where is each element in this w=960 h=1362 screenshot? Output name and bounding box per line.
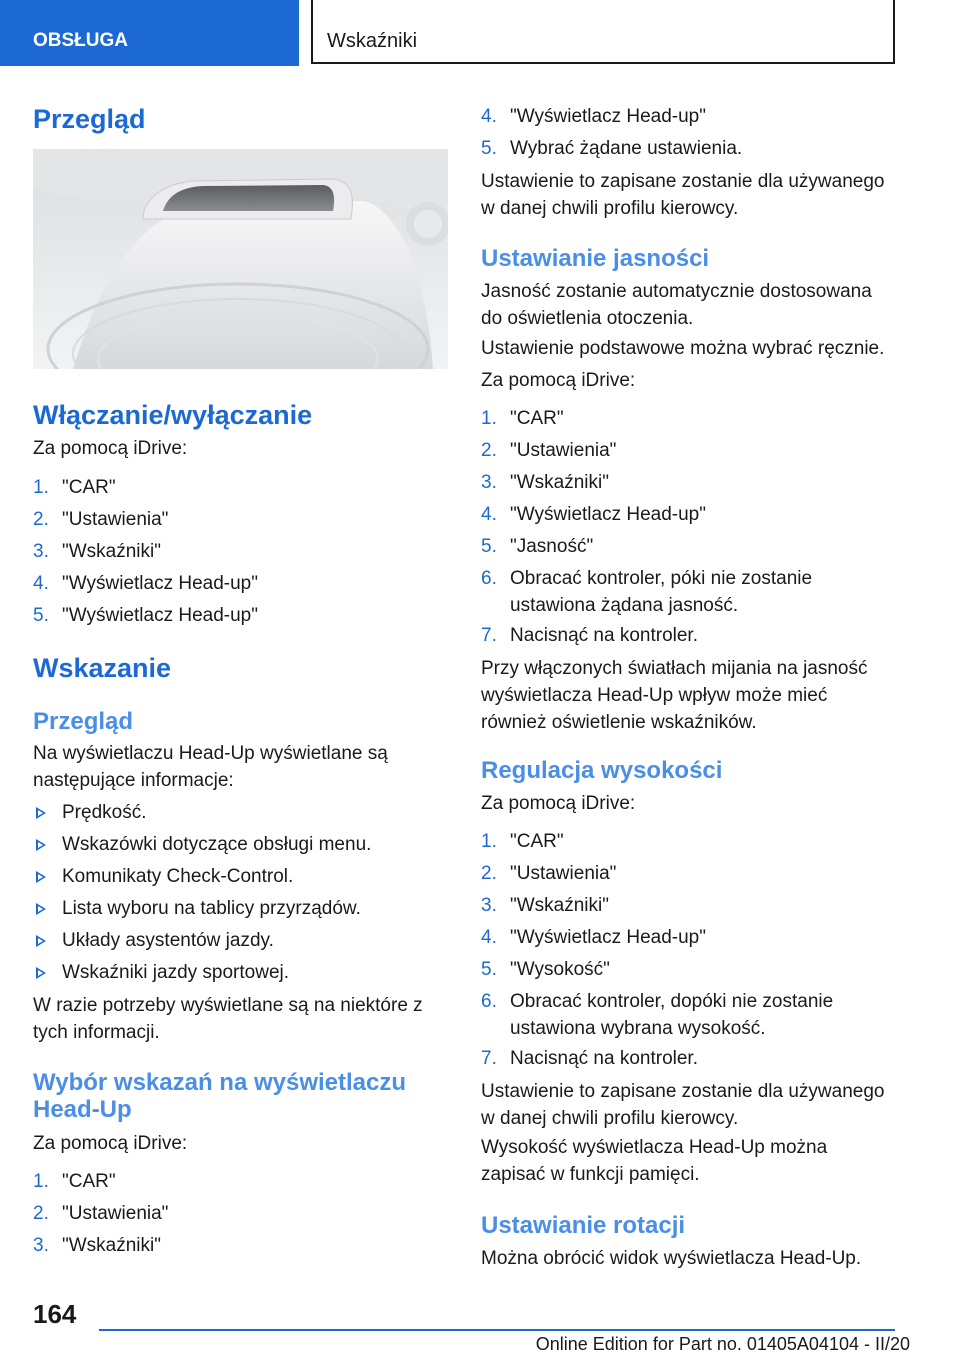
onoff-step-number: 5.	[33, 605, 49, 626]
select-step-number: 2.	[33, 1203, 49, 1224]
onoff-step-text: "Wyświetlacz Head-up"	[62, 605, 258, 626]
triangle-bullet-icon	[36, 903, 46, 915]
onoff-step-text: "Wskaźniki"	[62, 541, 161, 562]
select-step-text: "Ustawienia"	[62, 1203, 169, 1224]
brightness-step-number: 7.	[481, 625, 497, 646]
brightness-step-number: 5.	[481, 536, 497, 557]
height-note-2: Wysokość wyświetlacza Head-Up można zapisać w funkcji pamięci.	[481, 1137, 828, 1185]
select-cont-step-number: 5.	[481, 138, 497, 159]
select-cont-step-number: 4.	[481, 106, 497, 127]
display-heading: Wskazanie	[33, 653, 172, 683]
brightness-paragraph-1: Jasność zostanie automatycznie dostosowana do oświetlenia otoczenia.	[481, 281, 872, 329]
select-step-text: "CAR"	[62, 1171, 116, 1192]
onoff-step-number: 3.	[33, 541, 49, 562]
triangle-bullet-icon	[36, 839, 46, 851]
height-step-text: "Ustawienia"	[510, 863, 617, 884]
height-step-text: "Wyświetlacz Head-up"	[510, 927, 706, 948]
triangle-bullet-icon	[36, 807, 46, 819]
onoff-heading: Włączanie/wyłączanie	[33, 400, 313, 430]
page-number: 164	[33, 1299, 77, 1329]
onoff-step-text: "Ustawienia"	[62, 509, 169, 530]
height-step-number: 7.	[481, 1048, 497, 1069]
height-intro: Za pomocą iDrive:	[481, 793, 636, 814]
brightness-step-text: "CAR"	[510, 408, 564, 429]
select-intro: Za pomocą iDrive:	[33, 1133, 188, 1154]
topic-title: Wskaźniki	[311, 0, 895, 64]
select-step-number: 1.	[33, 1171, 49, 1192]
display-item-text: Układy asystentów jazdy.	[62, 930, 274, 951]
head-up-display-photo	[33, 149, 448, 369]
brightness-step-text: Obracać kontroler, póki nie zostanie ustawiona żądana jasność.	[510, 568, 813, 616]
display-item-text: Komunikaty Check-Control.	[62, 866, 294, 887]
rotation-heading: Ustawianie rotacji	[481, 1212, 686, 1239]
brightness-step-number: 6.	[481, 568, 497, 589]
section-tab: OBSŁUGA	[0, 0, 299, 66]
brightness-step-text: "Wyświetlacz Head-up"	[510, 504, 706, 525]
dashboard-illustration	[33, 149, 448, 369]
height-step-text: Nacisnąć na kontroler.	[510, 1048, 698, 1069]
height-step-text: Obracać kontroler, dopóki nie zostanie ustawiona wybrana wysokość.	[510, 991, 834, 1039]
height-step-number: 4.	[481, 927, 497, 948]
triangle-bullet-icon	[36, 935, 46, 947]
display-intro: Na wyświetlaczu Head-Up wyświetlane są następujące informacje:	[33, 743, 388, 791]
select-cont-step-text: "Wyświetlacz Head-up"	[510, 106, 706, 127]
brightness-step-text: "Jasność"	[510, 536, 594, 557]
select-step-number: 3.	[33, 1235, 49, 1256]
edition-note: Online Edition for Part no. 01405A04104 - II/20	[535, 1334, 910, 1354]
onoff-step-text: "CAR"	[62, 477, 116, 498]
height-step-text: "CAR"	[510, 831, 564, 852]
height-step-text: "Wysokość"	[510, 959, 610, 980]
brightness-paragraph-2: Ustawienie podstawowe można wybrać ręcznie.	[481, 338, 885, 359]
display-item-text: Wskazówki dotyczące obsługi menu.	[62, 834, 372, 855]
height-note-1: Ustawienie to zapisane zostanie dla używanego w danej chwili profilu kierowcy.	[481, 1081, 885, 1129]
rotation-paragraph: Można obrócić widok wyświetlacza Head-Up.	[481, 1248, 862, 1269]
footer-divider	[99, 1329, 895, 1331]
brightness-step-text: "Ustawienia"	[510, 440, 617, 461]
onoff-step-text: "Wyświetlacz Head-up"	[62, 573, 258, 594]
height-step-number: 1.	[481, 831, 497, 852]
brightness-step-number: 1.	[481, 408, 497, 429]
brightness-intro: Za pomocą iDrive:	[481, 370, 636, 391]
height-step-number: 5.	[481, 959, 497, 980]
onoff-step-number: 1.	[33, 477, 49, 498]
display-item-text: Wskaźniki jazdy sportowej.	[62, 962, 290, 983]
triangle-bullet-icon	[36, 967, 46, 979]
display-subheading: Przegląd	[33, 708, 134, 735]
height-step-number: 6.	[481, 991, 497, 1012]
brightness-step-number: 2.	[481, 440, 497, 461]
brightness-step-text: Nacisnąć na kontroler.	[510, 625, 698, 646]
display-item-text: Lista wyboru na tablicy przyrządów.	[62, 898, 361, 919]
brightness-step-number: 3.	[481, 472, 497, 493]
brightness-heading: Ustawianie jasności	[481, 245, 710, 272]
select-heading: Wybór wskazań na wyświetlaczu Head-Up	[33, 1069, 407, 1123]
select-note: Ustawienie to zapisane zostanie dla używanego w danej chwili profilu kierowcy.	[481, 171, 885, 219]
onoff-step-number: 4.	[33, 573, 49, 594]
triangle-bullet-icon	[36, 871, 46, 883]
brightness-note: Przy włączonych światłach mijania na jasność wyświetlacza Head-Up wpływ może mieć również oświetlenie wskaźników.	[481, 658, 868, 733]
select-cont-step-text: Wybrać żądane ustawienia.	[510, 138, 743, 159]
display-item-text: Prędkość.	[62, 802, 147, 823]
page-header	[0, 0, 960, 66]
height-heading: Regulacja wysokości	[481, 757, 723, 784]
overview-heading: Przegląd	[33, 104, 146, 134]
onoff-intro: Za pomocą iDrive:	[33, 438, 188, 459]
brightness-step-text: "Wskaźniki"	[510, 472, 609, 493]
height-step-number: 3.	[481, 895, 497, 916]
select-step-text: "Wskaźniki"	[62, 1235, 161, 1256]
height-step-number: 2.	[481, 863, 497, 884]
height-step-text: "Wskaźniki"	[510, 895, 609, 916]
onoff-step-number: 2.	[33, 509, 49, 530]
display-note: W razie potrzeby wyświetlane są na niektóre z tych informacji.	[33, 995, 423, 1043]
brightness-step-number: 4.	[481, 504, 497, 525]
